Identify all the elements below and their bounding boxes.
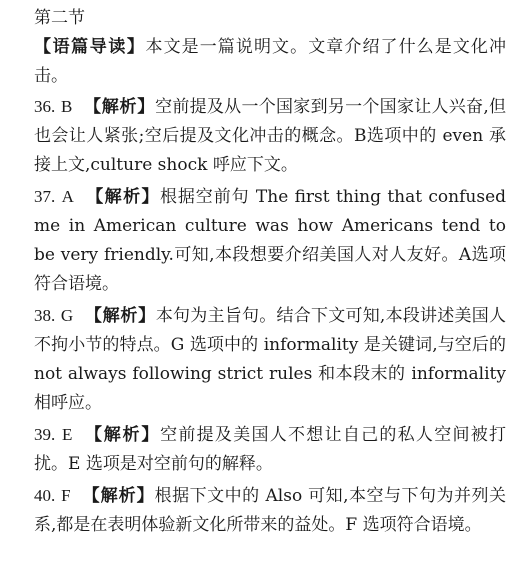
answer-key-page xyxy=(34,4,506,540)
answer-item-37 xyxy=(34,182,506,299)
analysis-text: 空前提及从一个国家到另一个国家让人兴奋,但也会让人紧张;空后提及文化冲击的概念。B选项中的 even 承接上文,culture shock 呼应下文。 xyxy=(34,97,507,175)
question-number: 38. xyxy=(34,306,56,325)
analysis-text: 空前提及美国人不想让自己的私人空间被打扰。E 选项是对空前句的解释。 xyxy=(34,425,507,474)
reading-guide-text: 本文是一篇说明文。文章介绍了什么是文化冲击。 xyxy=(34,37,507,86)
reading-guide xyxy=(34,33,506,91)
reading-guide-tag: 【语篇导读】 xyxy=(34,37,146,57)
answer-item-40 xyxy=(34,481,506,540)
answer-item-39 xyxy=(34,420,506,479)
analysis-tag: 【解析】 xyxy=(85,425,161,445)
analysis-tag: 【解析】 xyxy=(83,97,156,117)
answer-letter: E xyxy=(61,425,73,444)
answer-item-38 xyxy=(34,301,506,418)
question-number: 40. xyxy=(34,486,56,505)
answer-letter: A xyxy=(61,187,74,206)
question-number: 36. xyxy=(34,97,56,116)
analysis-tag: 【解析】 xyxy=(82,486,155,506)
analysis-text: 根据空前句 The first thing that confused me in American culture was how Americans tend to be very friendly.可知,本段想要介绍美国人对人友好。A选项符合语境。 xyxy=(34,187,507,294)
answer-letter: G xyxy=(60,306,74,325)
analysis-tag: 【解析】 xyxy=(86,187,160,207)
section-title: 第二节 xyxy=(34,8,85,28)
question-number: 37. xyxy=(34,187,56,206)
analysis-text: 根据下文中的 Also 可知,本空与下句为并列关系,都是在表明体验新文化所带来的益处。F 选项符合语境。 xyxy=(34,486,507,535)
answer-letter: B xyxy=(60,97,73,116)
answer-letter: F xyxy=(61,486,71,505)
answer-item-36 xyxy=(34,92,506,180)
analysis-text: 本句为主旨句。结合下文可知,本段讲述美国人不拘小节的特点。G 选项中的 informality 是关键词,与空后的 not always following strict rules 和本段末的 informality 相呼应。 xyxy=(34,306,507,413)
analysis-tag: 【解析】 xyxy=(84,306,156,326)
question-number: 39. xyxy=(34,425,56,444)
